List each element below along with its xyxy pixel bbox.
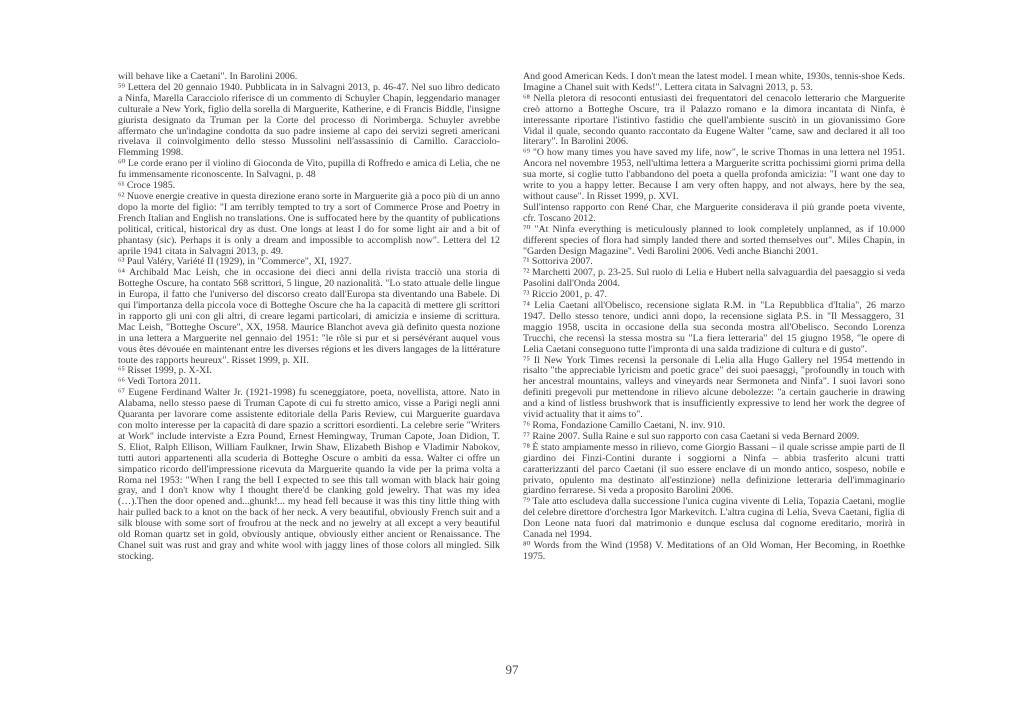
note-paragraph: ⁷⁴ Lelia Caetani all'Obelisco, recensione siglata R.M. in "La Repubblica d'Italia", 26 marzo 1947. Dello stesso tenore, undici anni dopo, la recensione siglata P.S. in "Il Messaggero, 31 maggio 1958, uscita in occasione della sua seconda mostra all'Obelisco. Secondo Lorenza Trucchi, che recensì la stessa mostra su "La fiera letteraria" del 15 giugno 1958, "le opere di Lelia Caetani conseguono tutte l'impronta di una salda tradizione di cultura e di gusto".: [523, 300, 905, 355]
note-paragraph: ⁶² Nuove energie creative in questa direzione erano sorte in Marguerite già a poco più di un anno dopo la morte del figlio: "I am terribly tempted to try a sort of Commerce Prose and Poetry in French Italian and English no translations. One is suffocated here by the quantity of publications political, critical, historical dry as dust. One longs at least I do for some light air and a bit of phantasy (sic). Perhaps it is only a dream and impossible to accomplish now". Lettera del 12 aprile 1941 citata in Salvagni 2013, p. 49.: [118, 190, 500, 257]
note-paragraph: ⁶⁰ Le corde erano per il violino di Gioconda de Vito, pupilla di Roffredo e amica di Lelia, che ne fu immensamente riconoscente. In Salvagni, p. 48: [118, 158, 500, 181]
note-paragraph: ⁷⁸ È stato ampiamente messo in rilievo, come Giorgio Bassani – il quale scrisse ampie parti de Il giardino dei Finzi-Contini durante i soggiorni a Ninfa – abbia trasferito alcuni tratti caratterizzanti del parco Caetani (il suo essere enclave di un mondo antico, sospeso, nobile e privato, opulento ma destinato all'estinzione) nella definizione letteraria dell'immaginario giardino ferrarese. Si veda a proposito Barolini 2006.: [523, 441, 905, 497]
note-paragraph: ⁷³ Riccio 2001, p. 47.: [523, 289, 608, 301]
left-column: [118, 72, 500, 563]
note-paragraph: ⁷⁵ Il New York Times recensì la personale di Lelia alla Hugo Gallery nel 1954 mettendo in risalto "the appreciable lyricism and poetic grace" dei suoi paesaggi, "profoundly in touch with her ancestral mountains, valleys and vineyards near Sermoneta and Ninfa". I suoi lavori sono definiti pregevoli pur mettendone in rilievo alcune debolezze: "a certain gaucherie in drawing and a kind of listless brushwork that is insufficiently expressive to lend her work the degree of vivid actuality that it aims to".: [523, 354, 905, 421]
note-paragraph: ⁷⁹ Tale atto escludeva dalla successione l'unica cugina vivente di Lelia, Topazia Caetani, moglie del celebre direttore d'orchestra Igor Markevitch. L'altra cugina di Lelia, Sveva Caetani, figlia di Don Leone nata fuori dal matrimonio e dunque esclusa dal cognome ereditario, morirà in Canada nel 1994.: [523, 496, 905, 541]
note-paragraph: ⁷¹ Sottoriva 2007.: [523, 256, 593, 268]
note-paragraph: ⁷⁷ Raine 2007. Sulla Raine e sul suo rapporto con casa Caetani si veda Bernard 2009.: [523, 430, 860, 442]
page-number: 97: [505, 662, 519, 677]
note-paragraph: ⁶⁷ Eugene Ferdinand Walter Jr. (1921-1998) fu sceneggiatore, poeta, novellista, attore. Nato in Alabama, nello stesso paese di Truman Capote di cui fu stretto amico, visse a Parigi negli anni Quaranta per lavorare come assistente editoriale della Paris Review, cui Marguerite guardava con molto interesse per la capacità di dare spazio a scrittori esordienti. La celebre serie "Writers at Work" include interviste a Ezra Pound, Ernest Hemingway, Truman Capote, Joan Didion, T. S. Eliot, Ralph Ellison, William Faulkner, Irwin Shaw, Elizabeth Bishop e Vladimir Nabokov, tutti autori appartenenti alla scuderia di Botteghe Oscure o ambiti da essa. Walter ci offre un simpatico ricordo dell'impressione ricevuta da Marguerite quando la vide per la prima volta a Roma nel 1953: "When I rang the bell I expected to see this tall woman with black hair going gray, and I don't know why I thought there'd be clanking gold jewelry. That was my idea (…).Then the door opened and...ghunk!... my head fell because it was this tiny little thing with hair pulled back to a knot on the back of her neck. A very beautiful, obviously French suit and a silk blouse with some sort of froufrou at the neck and no jewelry at all except a very beautiful old Roman quartz set in gold, obviously antique, obviously either ancient or Renaissance. The Chanel suit was rust and gray and white wool with jaggy lines of those colors all mingled. Silk stocking.: [118, 387, 500, 562]
note-paragraph: ⁶⁹ "O how many times you have saved my life, now", le scrive Thomas in una lettera nel 1951. Ancora nel novembre 1953, nell'ultima lettera a Marguerite scritta pochissimi giorni prima della sua morte, si coglie tutto l'abbandono del poeta a quella profonda amicizia: "I want one day to write to you a happy letter. Because I am very often happy, and not always, here by the sea, without cause". In Risset 1999, p. XVI.: [523, 147, 905, 202]
note-paragraph: Sull'intenso rapporto con René Char, che Marguerite considerava il più grande poeta vivente, cfr. Toscano 2012.: [523, 201, 905, 224]
note-paragraph: ⁶⁵ Risset 1999, p. X-XI.: [118, 365, 212, 377]
note-paragraph: ⁷⁰ "At Ninfa everything is meticulously planned to look completely unplanned, as if 10.000 different species of flora had simply landed there and sorted themselves out". Miles Chapin, in "Garden Design Magazine". Vedi Barolini 2006. Vedi anche Bianchi 2001.: [523, 223, 905, 257]
note-paragraph: ⁶³ Paul Valéry, Variété II (1929), in "Commerce", XI, 1927.: [118, 256, 352, 268]
note-paragraph: ⁵⁹ Lettera del 20 gennaio 1940. Pubblicata in in Salvagni 2013, p. 46-47. Nel suo libro dedicato a Ninfa, Marella Caracciolo riferisce di un commento di Schuyler Chapin, leggendario manager culturale a New York, figlio della sorella di Marguerite, Katherine, e di Francis Biddle, l'insigne giurista designato da Truman per la Corte del processo di Norimberga. Schuyler avrebbe affermato che un'indagine condotta da suo padre insieme al capo dei servizi segreti americani rivelava il coinvolgimento dello stesso Mussolini nell'assassinio di Camillo. Caracciolo-Flemming 1998.: [118, 81, 500, 159]
note-paragraph: ⁷⁶ Roma, Fondazione Camillo Caetani, N. inv. 910.: [523, 420, 726, 431]
note-paragraph: ⁶⁶ Vedi Tortora 2011.: [118, 376, 201, 388]
note-paragraph: And good American Keds. I don't mean the latest model. I mean white, 1930s, tennis-shoe Keds. Imagine a Chanel suit with Keds!". Lettera citata in Salvagni 2013, p. 53.: [523, 71, 905, 93]
note-paragraph: ⁶⁴ Archibald Mac Leish, che in occasione dei dieci anni della rivista tracciò una storia di Botteghe Oscure, ha contato 568 scrittori, 5 lingue, 20 nazionalità. "Lo stato attuale delle lingue in Europa, il fatto che l'universo del discorso creato dall'Europa sta diventando una Babele. Di qui l'importanza della piccola voce di Botteghe Oscure che ha la capacità di mettere gli scrittori in rapporto gli uni con gli altri, di creare legami particolari, di amicizia e insieme di scrittura. Mac Leish, "Botteghe Oscure", XX, 1958. Maurice Blanchot aveva già definito questa nozione in una lettera a Marguerite nel gennaio del 1951: "le rôle si pur et si persévérant auquel vous vous êtes dévouée en maintenant entre les diverses régions et les divers langages de la littérature toute des rapports heureux". Risset 1999, p. XII.: [118, 267, 500, 366]
right-column: [523, 72, 905, 563]
note-paragraph: ⁶⁸ Nella pletora di resoconti entusiasti dei frequentatori del cenacolo letterario che Marguerite creò attorno a Botteghe Oscure, tra il Palazzo romano e la dimora incantata di Ninfa, è interessante riportare l'istintivo fastidio che quell'ambiente suscitò in un giovanissimo Gore Vidal il quale, secondo quanto raccontato da Eugene Walter "came, saw and declared it all too literary". In Barolini 2006.: [523, 92, 905, 148]
note-paragraph: will behave like a Caetani". In Barolini 2006.: [118, 71, 298, 82]
note-paragraph: ⁸⁰ Words from the Wind (1958) V. Meditations of an Old Woman, Her Becoming, in Roethke 1975.: [523, 539, 905, 562]
note-paragraph: ⁶¹ Croce 1985.: [118, 180, 176, 192]
note-paragraph: ⁷² Marchetti 2007, p. 23-25. Sul ruolo di Lelia e Hubert nella salvaguardia del paesaggio si veda Pasolini dall'Onda 2004.: [523, 267, 905, 290]
